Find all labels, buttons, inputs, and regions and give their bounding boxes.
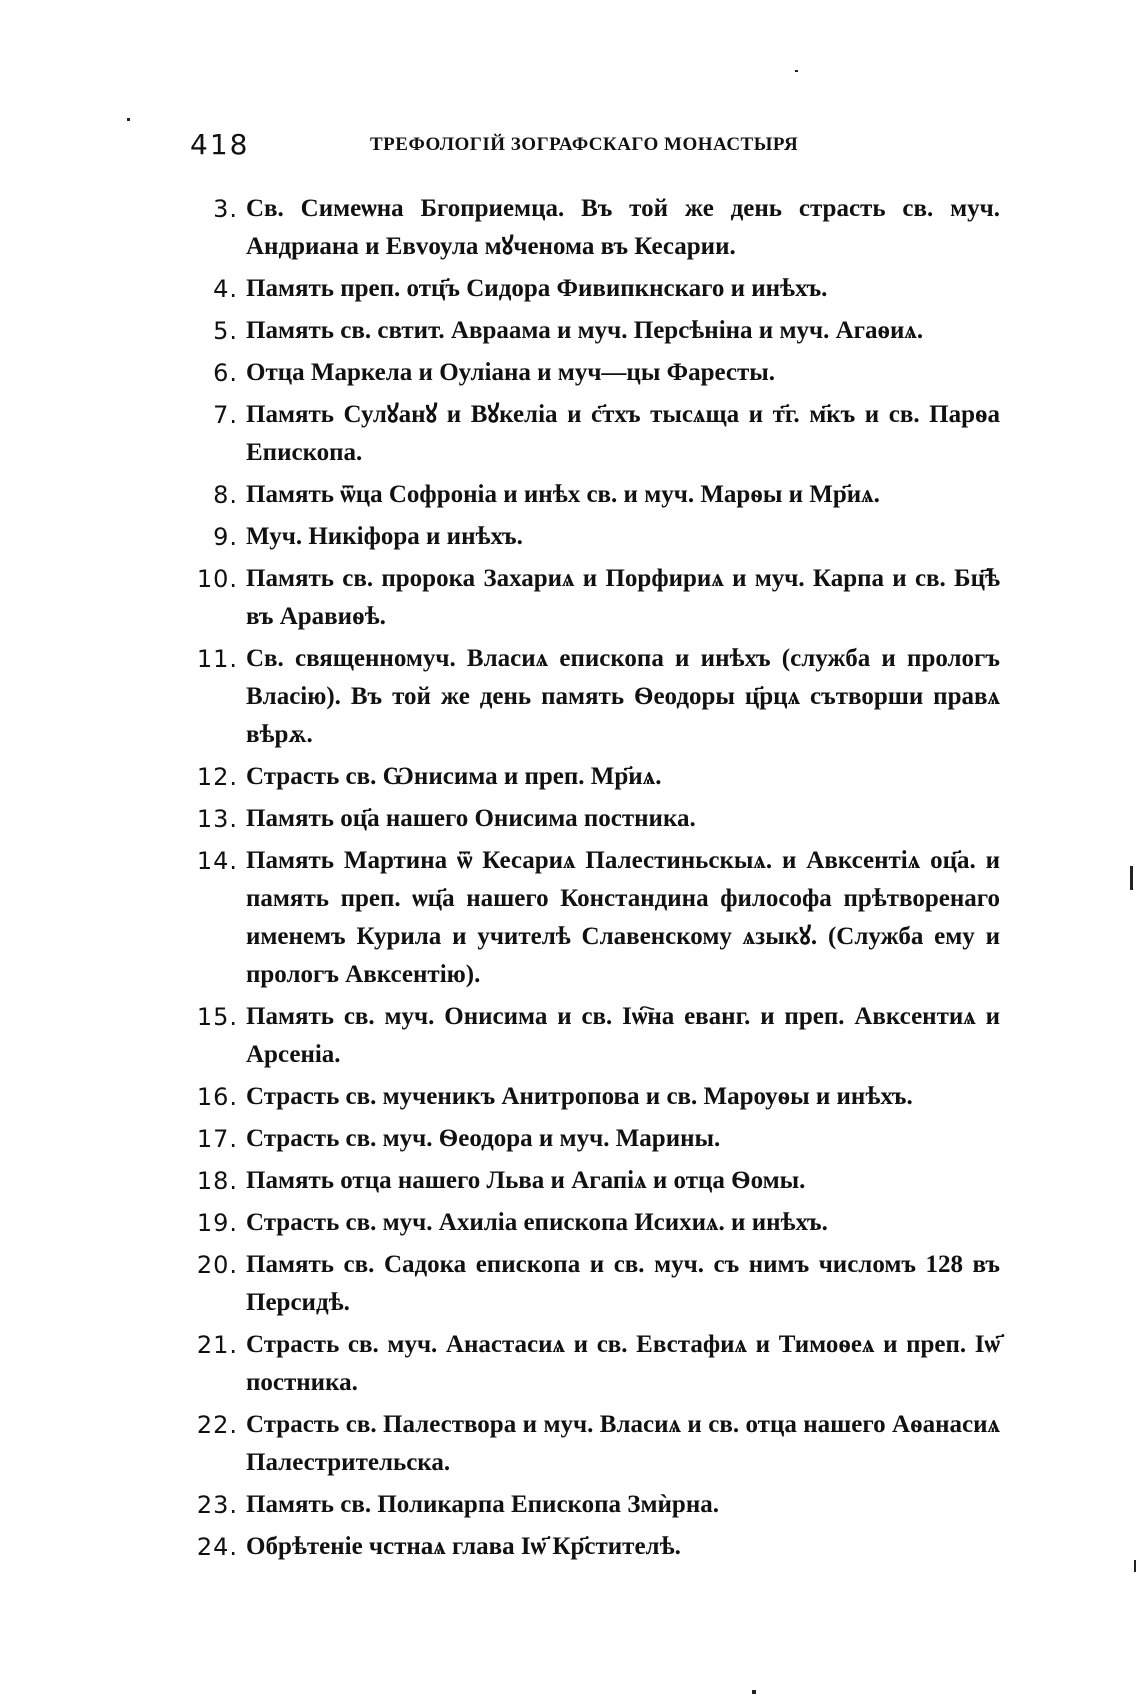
- entry-text: Страсть св. муч. Анастасиѧ и св. Евстафиѧ и Тимоѳеѧ и преп. Іѡ҃ постника.: [246, 1331, 1000, 1396]
- entry-text: Отца Маркела и Оуліана и муч—цы Фаресты.: [246, 359, 776, 386]
- entry-day-number: 16.: [196, 1083, 238, 1111]
- scan-edge-mark: [1134, 1560, 1136, 1572]
- entry-day-number: 8.: [213, 481, 238, 509]
- entry-text: Память св. муч. Онисима и св. Іѡ҇на еванг. и преп. Авксентиѧ и Арсеніа.: [246, 1003, 1000, 1068]
- calendar-entry-22: [190, 1406, 1000, 1482]
- calendar-entry-3: [190, 190, 1000, 266]
- entry-day-number: 20.: [196, 1251, 238, 1279]
- calendar-entry-23: [190, 1486, 1000, 1524]
- entry-day-number: 19.: [196, 1209, 238, 1237]
- calendar-entry-13: [190, 800, 1000, 838]
- calendar-entry-7: [190, 396, 1000, 472]
- entry-day-number: 9.: [213, 523, 238, 551]
- calendar-entry-19: [190, 1204, 1000, 1242]
- entry-text: Память св. пророка Захариѧ и Порфириѧ и муч. Карпа и св. Бц҃ѣ въ Аравиѳѣ.: [246, 565, 1000, 630]
- calendar-entry-12: [190, 758, 1000, 796]
- entry-day-number: 24.: [196, 1533, 238, 1561]
- entry-text: Св. Симеѡна Бгоприемца. Въ той же день страсть св. муч. Андрианa и Евvоула мꙋченома въ Кесарии.: [246, 195, 1000, 260]
- scan-speck: [127, 118, 130, 121]
- calendar-entry-18: [190, 1162, 1000, 1200]
- entry-day-number: 10.: [196, 565, 238, 593]
- entry-text: Муч. Никіфора и инѣхъ.: [246, 523, 523, 550]
- entry-day-number: 5.: [213, 317, 238, 345]
- entry-day-number: 6.: [213, 359, 238, 387]
- scan-speck: [752, 1690, 756, 1694]
- entry-day-number: 4.: [213, 275, 238, 303]
- entry-text: Память преп. отц҃ъ Сидора Фивипкнскаго и инѣхъ.: [246, 275, 828, 302]
- calendar-entry-24: [190, 1528, 1000, 1566]
- entry-day-number: 7.: [213, 401, 238, 429]
- entry-text: Память св. Садока епископа и св. муч. съ нимъ числомъ 128 въ Персидѣ.: [246, 1251, 1000, 1316]
- entry-text: Страсть св. муч. Ахиліа епископа Исихиѧ. и инѣхъ.: [246, 1209, 828, 1236]
- entry-text: Память св. Поликарпа Епископа Змѝрна.: [246, 1491, 719, 1518]
- calendar-entries: [190, 190, 1000, 1570]
- entry-text: Страсть св. мученикъ Анитропова и св. Мароуѳы и инѣхъ.: [246, 1083, 913, 1110]
- entry-text: Память оц҃а нашего Онисима постника.: [246, 805, 696, 832]
- entry-text: Св. священномуч. Власиѧ епископа и инѣхъ (служба и прологъ Власію). Въ той же день память Ѳеодоры ц҃рцѧ сътворши правѧ вѣрѫ.: [246, 645, 1000, 748]
- calendar-entry-21: [190, 1326, 1000, 1402]
- scan-edge-mark: [1130, 866, 1133, 890]
- calendar-entry-14: [190, 842, 1000, 994]
- entry-day-number: 14.: [196, 847, 238, 875]
- entry-text: Память Мартина ѿ Кесариѧ Палестиньскыѧ. и Авксентіѧ оц҃а. и память преп. ѡц҃а нашего Констандина философа прѣтворенаго именемъ Курила и учителѣ Славенскому ѧзыкꙋ. (Служба ему и прологъ Авксентію).: [246, 847, 1000, 988]
- entry-day-number: 21.: [196, 1331, 238, 1359]
- calendar-entry-20: [190, 1246, 1000, 1322]
- entry-text: Память ѿца Софроніа и инѣх св. и муч. Марѳы и Мр҃иѧ.: [246, 481, 880, 508]
- calendar-entry-17: [190, 1120, 1000, 1158]
- entry-text: Страсть св. муч. Ѳеодора и муч. Марины.: [246, 1125, 721, 1152]
- entry-day-number: 11.: [196, 645, 238, 673]
- page-header: [190, 128, 1010, 164]
- calendar-entry-16: [190, 1078, 1000, 1116]
- entry-text: Память св. свтит. Авраама и муч. Персѣніна и муч. Агаѳиѧ.: [246, 317, 924, 344]
- entry-day-number: 15.: [196, 1003, 238, 1031]
- entry-day-number: 23.: [196, 1491, 238, 1519]
- entry-day-number: 12.: [196, 763, 238, 791]
- calendar-entry-8: [190, 476, 1000, 514]
- entry-text: Обрѣтеніе чстнаѧ глава Іѡ҃ Кр҃стителѣ.: [246, 1533, 681, 1560]
- entry-day-number: 13.: [196, 805, 238, 833]
- page-number: 418: [190, 128, 250, 161]
- entry-text: Память Сулꙋанꙋ и Вꙋкеліа и с҃тхъ тысѧща и т҃г. м҃къ и св. Парѳа Епископа.: [246, 401, 1000, 466]
- scan-speck: [795, 70, 798, 72]
- entry-text: Память отца нашего Льва и Агапіѧ и отца Ѳомы.: [246, 1167, 806, 1194]
- running-title: ТРЕФОЛОГІЙ ЗОГРАФСКАГО МОНАСТЫРЯ: [370, 134, 799, 155]
- entry-text: Страсть св. Палествора и муч. Власиѧ и св. отца нашего Аѳанасиѧ Палестрительска.: [246, 1411, 1000, 1476]
- calendar-entry-11: [190, 640, 1000, 754]
- calendar-entry-4: [190, 270, 1000, 308]
- calendar-entry-10: [190, 560, 1000, 636]
- calendar-entry-15: [190, 998, 1000, 1074]
- calendar-entry-9: [190, 518, 1000, 556]
- entry-day-number: 17.: [196, 1125, 238, 1153]
- entry-day-number: 18.: [196, 1167, 238, 1195]
- entry-text: Страсть св. Ѡнисима и преп. Мр҃иѧ.: [246, 763, 662, 790]
- entry-day-number: 22.: [196, 1411, 238, 1439]
- calendar-entry-6: [190, 354, 1000, 392]
- calendar-entry-5: [190, 312, 1000, 350]
- entry-day-number: 3.: [213, 195, 238, 223]
